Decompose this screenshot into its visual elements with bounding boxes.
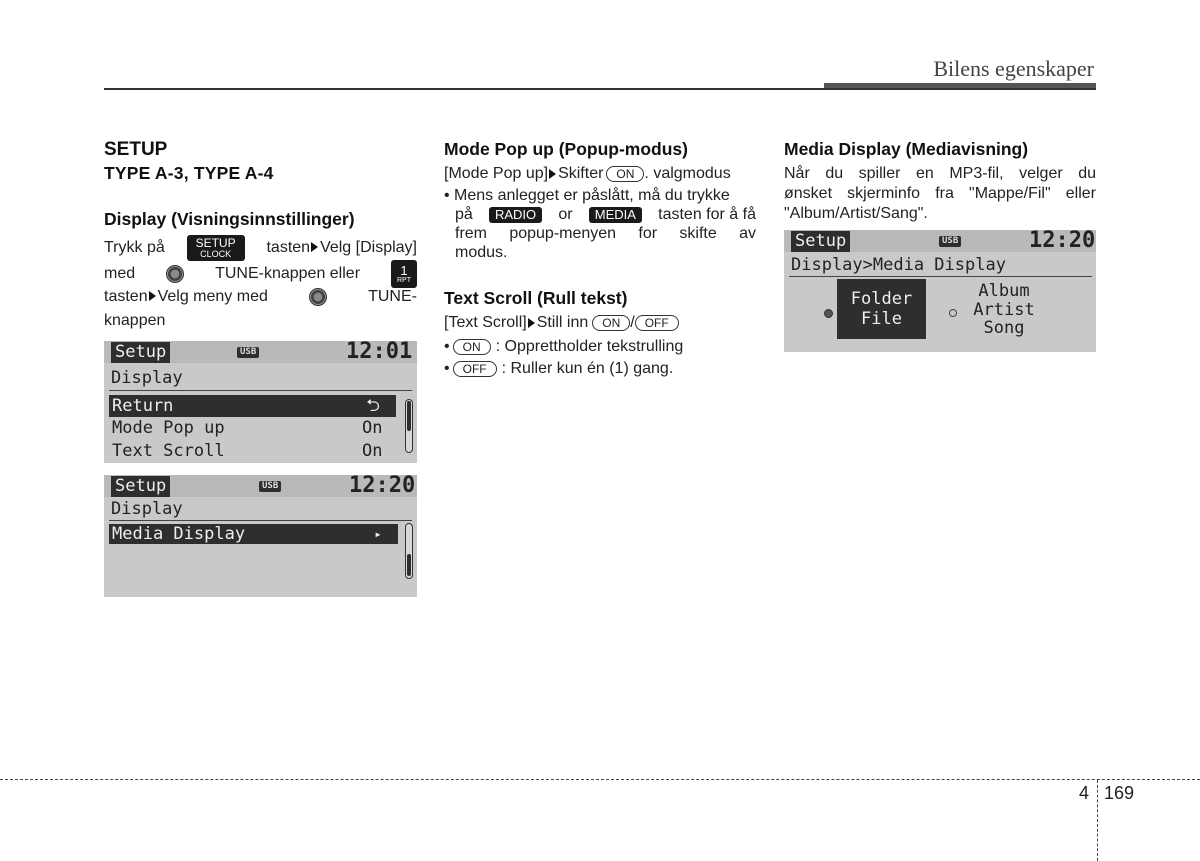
mode-pop-up-line (444, 164, 731, 184)
lcd-path: Display (111, 499, 183, 519)
lcd-divider (109, 390, 412, 391)
radio-key: RADIO (489, 207, 542, 223)
lcd-scrollbar (405, 523, 413, 579)
lcd-row-return: Return (109, 395, 350, 417)
media-para-line-3: "Album/Artist/Sang". (784, 205, 928, 222)
running-header: Bilens egenskaper (933, 56, 1094, 81)
text-or: or (558, 206, 573, 223)
key-label-1: 1 (400, 262, 408, 278)
lcd-screen-display-menu (104, 341, 417, 463)
usb-icon: USB (259, 481, 281, 492)
off-pill: OFF (453, 361, 497, 377)
lcd-divider (109, 520, 412, 521)
page-number: 169 (1104, 783, 1135, 803)
on-pill: ON (592, 315, 630, 331)
lcd-screen-media-display (104, 475, 417, 597)
tune-knob-icon (309, 288, 327, 306)
bullet: • (444, 338, 450, 355)
text-scroll-bullet-on (444, 337, 683, 357)
lcd-tab-setup: Setup (111, 476, 170, 497)
on-pill: ON (453, 339, 491, 355)
lcd-divider (789, 276, 1092, 277)
arrow-right-icon (528, 318, 535, 328)
key-label-setup: SETUP (195, 236, 236, 250)
mode-bullet-line-4: modus. (455, 244, 508, 261)
text-text-scroll: [Text Scroll] (444, 314, 527, 331)
radio-unselected-icon (949, 309, 957, 317)
text-opprettholder: : Opprettholder tekstrulling (495, 338, 684, 355)
mode-bullet-line-2 (455, 205, 756, 225)
lcd-clock: 12:01 (346, 341, 413, 364)
mode-bullet-line-1: • Mens anlegget er påslått, må du trykke (444, 187, 730, 204)
instruction-line-3 (104, 285, 417, 310)
media-para-line-2: ønsket skjerminfo fra "Mappe/Fil" eller (784, 185, 1096, 202)
text-trykk: Trykk på (104, 238, 165, 256)
mode-bullet-line-3: frem popup-menyen for skifte av (455, 225, 756, 242)
key-label-rpt: RPT (396, 276, 411, 284)
footer-divider (1097, 780, 1098, 861)
media-display-heading: Media Display (Mediavisning) (784, 139, 1029, 159)
text-tasten-label: tasten (266, 238, 311, 256)
text-med: med (104, 264, 136, 282)
lcd-clock: 12:20 (1029, 230, 1096, 253)
on-pill: ON (606, 166, 644, 182)
display-heading: Display (Visningsinnstillinger) (104, 209, 355, 229)
text-tune-knappen: TUNE-knappen eller (215, 264, 361, 282)
footer-rule (0, 779, 1200, 780)
media-key: MEDIA (589, 207, 642, 223)
arrow-right-icon (549, 169, 556, 179)
lcd-tab-setup: Setup (791, 231, 850, 252)
text-skifter: Skifter (558, 165, 604, 182)
text-velg-display: Velg [Display] (320, 238, 417, 256)
lcd-path: Display>Media Display (791, 255, 1006, 275)
lcd-row-text-scroll-value: On (362, 441, 383, 461)
text-scroll-heading: Text Scroll (Rull tekst) (444, 288, 628, 308)
key-label-clock: CLOCK (200, 249, 232, 259)
header-rule (104, 88, 1096, 90)
option-folder-label: Folder (850, 289, 913, 309)
lcd-row-mode-pop-up: Mode Pop up (112, 418, 225, 438)
instruction-line-1 (104, 235, 417, 261)
text-still-inn: Still inn (536, 314, 589, 331)
lcd-row-media-display: Media Display (109, 524, 358, 544)
instruction-line-2 (104, 260, 417, 288)
chapter-number: 4 (1079, 783, 1090, 803)
lcd-row-text-scroll: Text Scroll (112, 441, 225, 461)
arrow-right-icon (311, 242, 318, 252)
option-file-label: File (861, 309, 902, 329)
text-tasten-for: tasten for å få (658, 206, 756, 223)
option-song-label: Song (983, 318, 1025, 338)
option-album-label: Album (978, 281, 1030, 301)
lcd-clock: 12:20 (349, 475, 416, 498)
text-tasten (266, 236, 417, 261)
lcd-scrollbar (405, 399, 413, 453)
text-valgmodus: . valgmodus (644, 165, 731, 182)
text-mode-pop-up: [Mode Pop up] (444, 165, 549, 182)
text-velg-meny: Velg meny med (157, 288, 268, 305)
option-artist-label: Artist (973, 299, 1035, 320)
rpt-key (391, 260, 417, 288)
lcd-screen-media-options (784, 230, 1096, 352)
lcd-row-mode-pop-up-value: On (362, 418, 383, 438)
text-ruller: : Ruller kun én (1) gang. (501, 360, 674, 377)
media-para-line-1: Når du spiller en MP3-fil, velger du (784, 165, 1096, 182)
setup-clock-key (187, 235, 245, 261)
section-heading: SETUP (104, 139, 168, 160)
chevron-right-icon: ▸ (358, 524, 398, 544)
tune-knob-icon (166, 265, 184, 283)
return-icon: ⮌ (350, 395, 396, 417)
type-subheading: TYPE A-3, TYPE A-4 (104, 163, 274, 183)
text-pa: på (455, 206, 473, 223)
text-scroll-line (444, 313, 679, 333)
usb-icon: USB (237, 347, 259, 358)
text-tune: TUNE- (368, 288, 417, 305)
text-tasten-velg (104, 285, 268, 310)
bullet: • (444, 360, 450, 377)
option-folder-file (837, 279, 926, 339)
radio-selected-icon (824, 309, 833, 318)
text-slash: / (630, 314, 635, 331)
lcd-scroll-thumb (407, 401, 411, 431)
mode-pop-up-heading: Mode Pop up (Popup-modus) (444, 139, 688, 159)
text-tasten-2: tasten (104, 288, 148, 305)
lcd-scroll-thumb (407, 554, 411, 576)
lcd-path: Display (111, 368, 183, 388)
off-pill: OFF (635, 315, 679, 331)
lcd-tab-setup: Setup (111, 342, 170, 363)
text-scroll-bullet-off (444, 359, 673, 379)
arrow-right-icon (149, 291, 156, 301)
option-album-artist-song (964, 282, 1044, 338)
instruction-line-4: knappen (104, 312, 166, 329)
usb-icon: USB (939, 236, 961, 247)
